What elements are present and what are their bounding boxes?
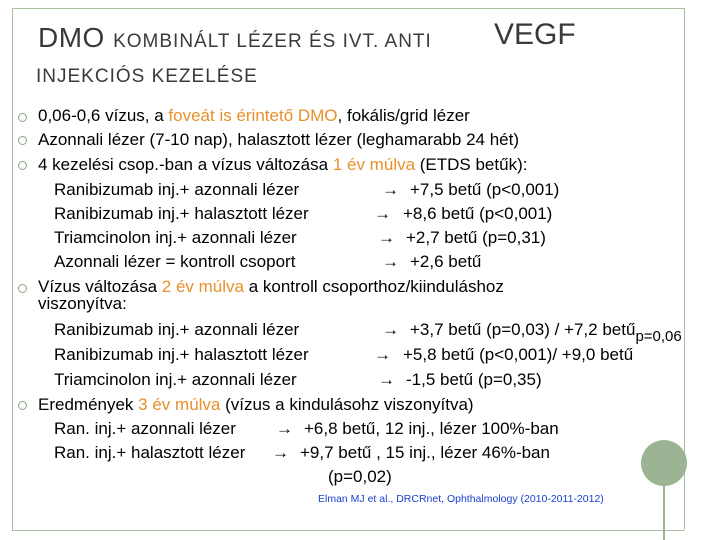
group1-value: +2,6 betű bbox=[410, 252, 482, 271]
citation: Elman MJ et al., DRCRnet, Ophthalmology (2010-2011-2012) bbox=[318, 493, 604, 505]
bullet-2: Azonnali lézer (7-10 nap), halasztott lézer (leghamarabb 24 hét) bbox=[38, 130, 519, 149]
slide-title bbox=[38, 22, 432, 54]
bullet-3: 4 kezelési csop.-ban a vízus változása 1 év múlva (ETDS betűk): bbox=[38, 155, 528, 174]
bullet-circle-icon bbox=[18, 401, 27, 410]
arrow-icon: → bbox=[382, 320, 399, 339]
bullet-circle-icon bbox=[18, 161, 27, 170]
group1-value: +7,5 betű (p<0,001) bbox=[410, 180, 560, 199]
bullet-1: 0,06-0,6 vízus, a foveát is érintető DMO, fokális/grid lézer bbox=[38, 106, 470, 125]
group3-value: +6,8 betű, 12 inj., lézer 100%-ban bbox=[304, 419, 559, 438]
group1-value: +2,7 betű (p=0,31) bbox=[406, 228, 546, 247]
group2-value: +3,7 betű (p=0,03) / +7,2 betűp=0,06 bbox=[410, 320, 682, 345]
arrow-icon: → bbox=[276, 419, 293, 438]
group1-label: Ranibizumab inj.+ azonnali lézer bbox=[54, 180, 300, 199]
group1-value: +8,6 betű (p<0,001) bbox=[403, 204, 553, 223]
group3-pvalue: (p=0,02) bbox=[328, 467, 392, 486]
group2-label: Triamcinolon inj.+ azonnali lézer bbox=[54, 370, 297, 389]
arrow-icon: → bbox=[374, 345, 391, 364]
frame-left-line bbox=[12, 8, 13, 530]
group1-label: Azonnali lézer = kontroll csoport bbox=[54, 252, 296, 271]
bullet-4: Vízus változása 2 év múlva a kontroll csoporthoz/kiinduláshoz bbox=[38, 277, 504, 296]
arrow-icon: → bbox=[382, 180, 399, 199]
bullet-circle-icon bbox=[18, 284, 27, 293]
group2-label: Ranibizumab inj.+ azonnali lézer bbox=[54, 320, 300, 339]
group3-value: +9,7 betű , 15 inj., lézer 46%-ban bbox=[300, 443, 550, 462]
arrow-icon: → bbox=[272, 443, 289, 462]
decorative-circle-icon bbox=[641, 440, 687, 486]
group2-label: Ranibizumab inj.+ halasztott lézer bbox=[54, 345, 309, 364]
group3-label: Ran. inj.+ azonnali lézer bbox=[54, 419, 236, 438]
bullet-5: Eredmények 3 év múlva (vízus a kindulásohz viszonyítva) bbox=[38, 395, 474, 414]
group1-label: Triamcinolon inj.+ azonnali lézer bbox=[54, 228, 297, 247]
title-small-caps: KOMBINÁLT LÉZER ÉS IVT. ANTI bbox=[113, 31, 432, 52]
bullet-circle-icon bbox=[18, 136, 27, 145]
arrow-icon: → bbox=[378, 228, 395, 247]
group2-value: -1,5 betű (p=0,35) bbox=[406, 370, 542, 389]
frame-bottom-line bbox=[12, 530, 684, 531]
bullet-circle-icon bbox=[18, 113, 27, 122]
arrow-icon: → bbox=[378, 370, 395, 389]
group3-label: Ran. inj.+ halasztott lézer bbox=[54, 443, 246, 462]
arrow-icon: → bbox=[374, 204, 391, 223]
group2-value: +5,8 betű (p<0,001)/ +9,0 betű bbox=[403, 345, 634, 364]
bullet-4-continuation: viszonyítva: bbox=[38, 294, 127, 313]
decorative-stem-line bbox=[663, 486, 665, 540]
group1-label: Ranibizumab inj.+ halasztott lézer bbox=[54, 204, 309, 223]
title-overlap-text: VEGF bbox=[494, 18, 576, 51]
title-main: DMO bbox=[38, 22, 105, 53]
slide-subtitle: INJEKCIÓS KEZELÉSE bbox=[36, 66, 258, 87]
arrow-icon: → bbox=[382, 252, 399, 271]
frame-top-line bbox=[12, 8, 684, 9]
